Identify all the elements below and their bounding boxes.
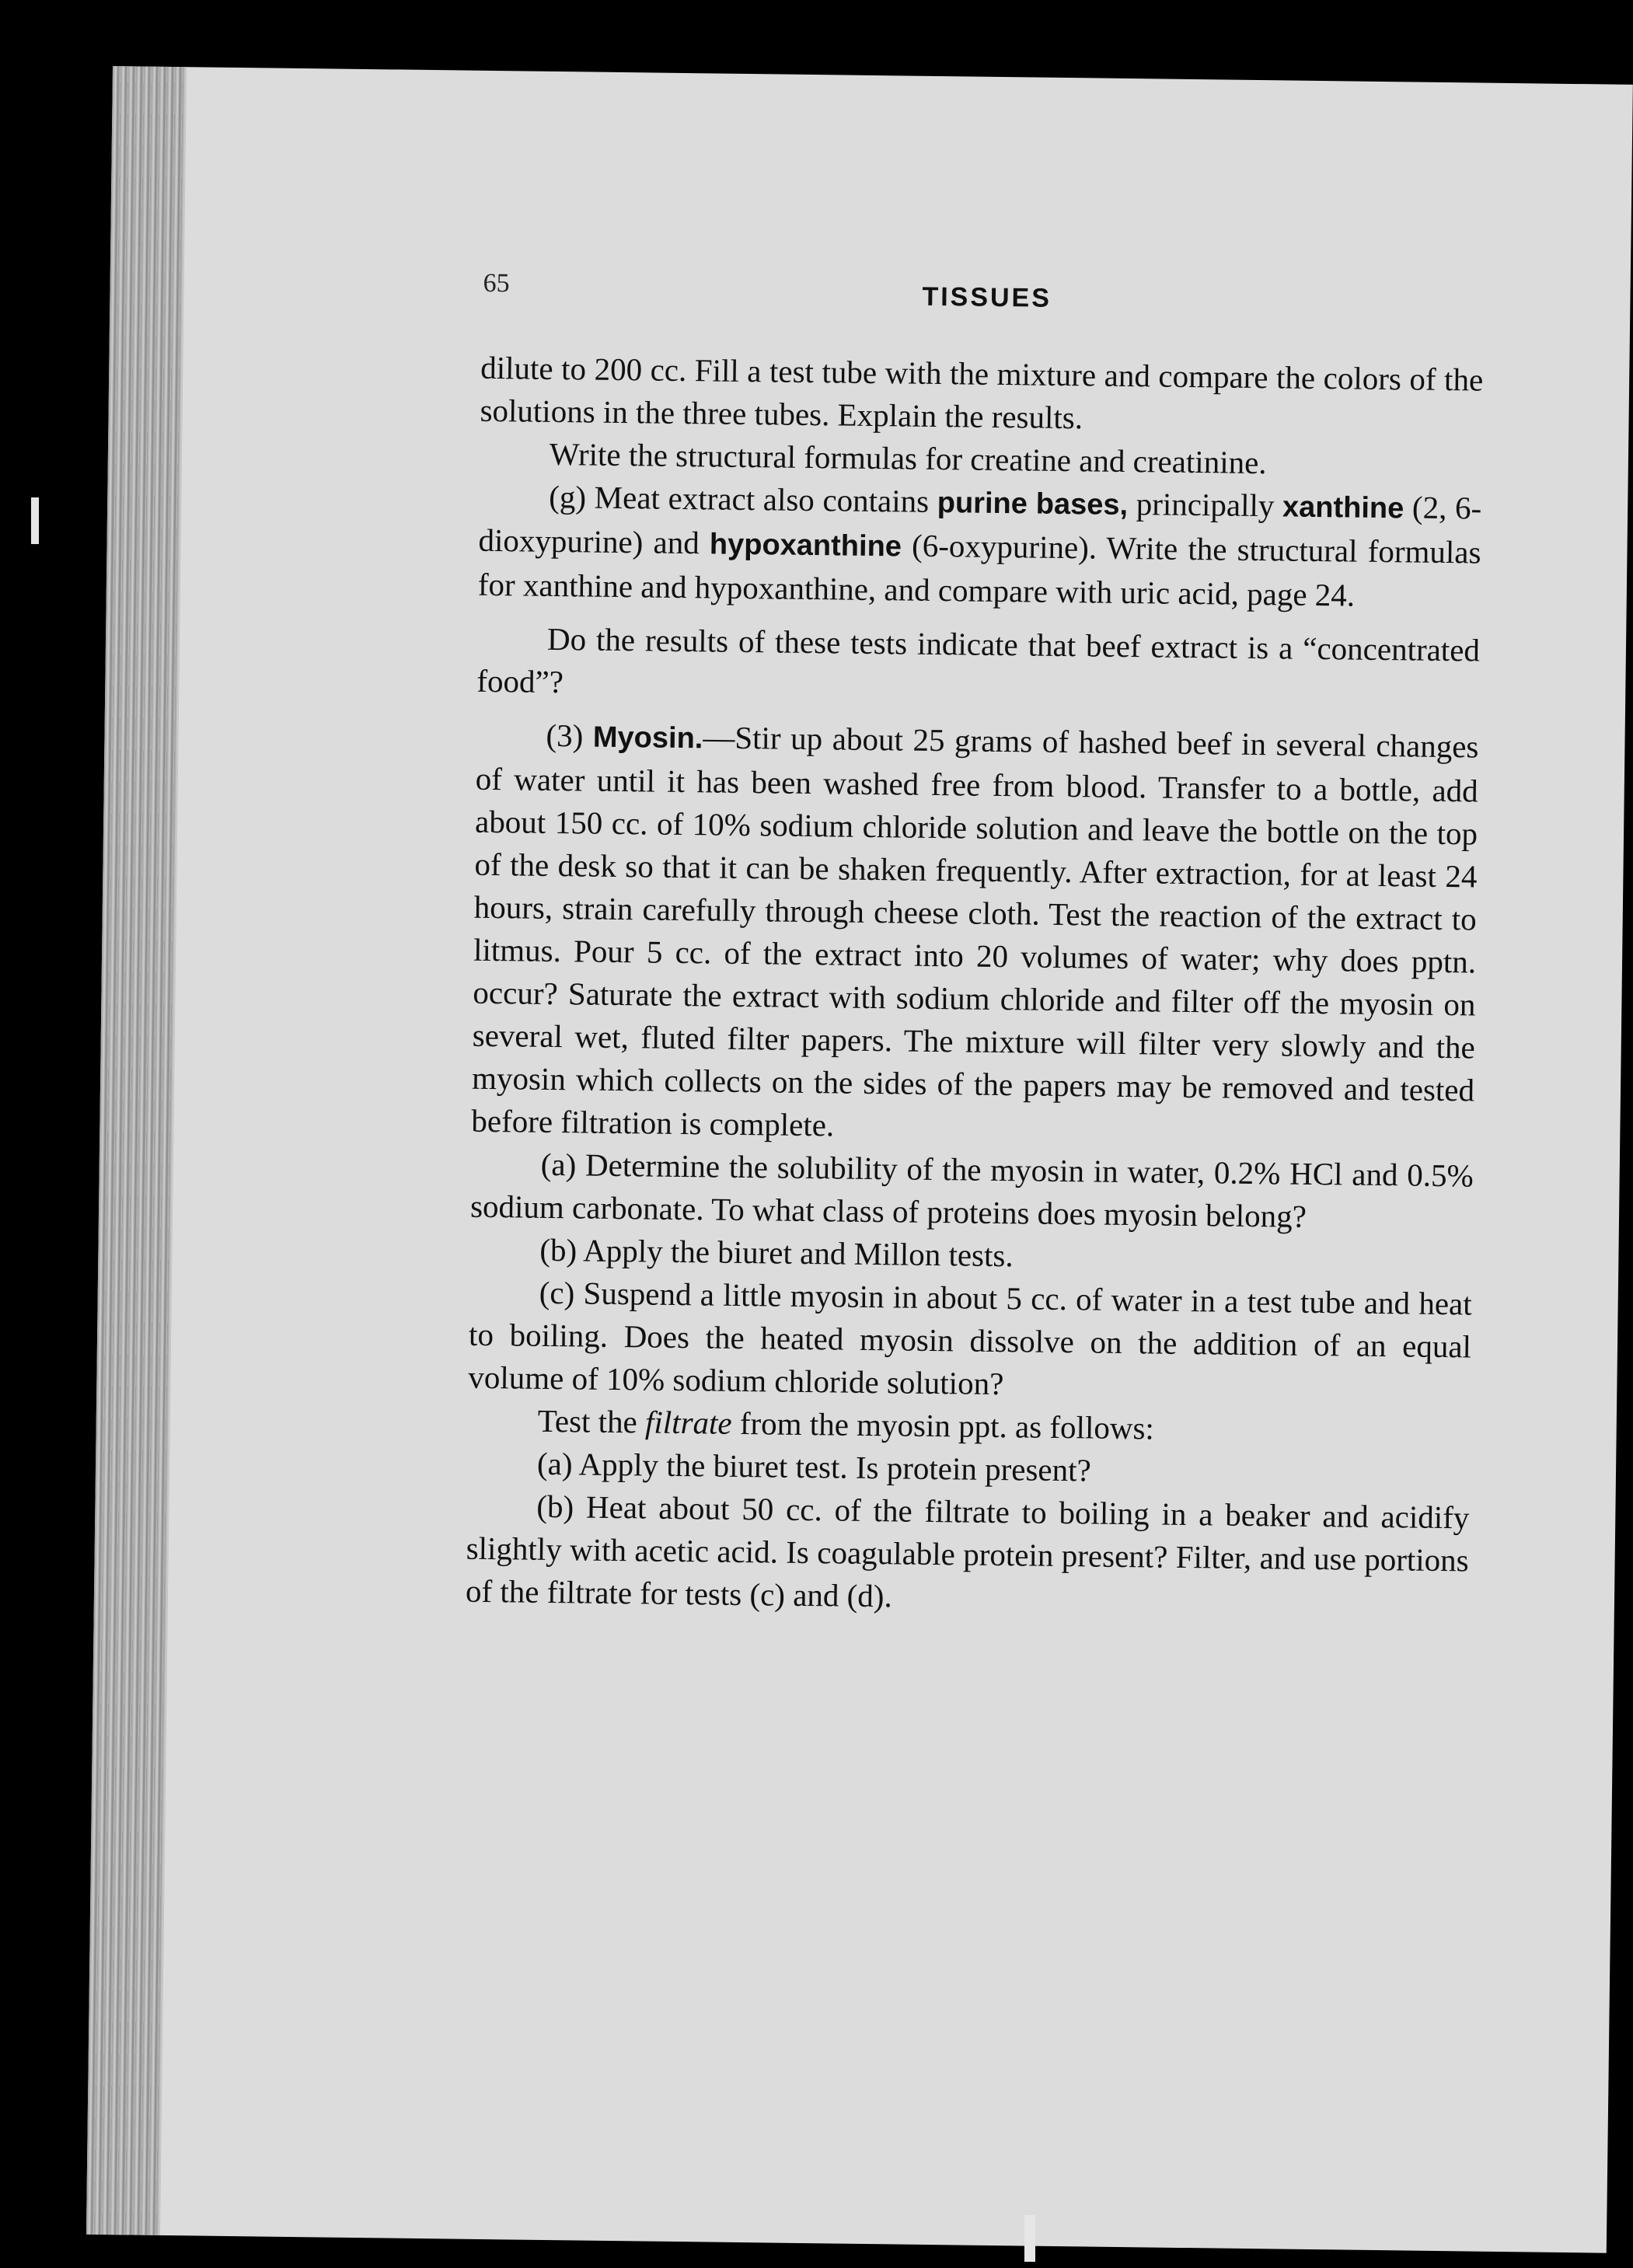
- body-text: [466, 347, 1484, 1625]
- text-run: from the myosin ppt. as follows:: [731, 1404, 1155, 1446]
- page-header: [483, 269, 1475, 328]
- text-run: (3): [546, 717, 594, 754]
- paragraph-biuret: (a) Apply the biuret test. Is protein present?: [536, 1445, 1092, 1488]
- scan-mark: [31, 497, 39, 544]
- page-edge-stack: [86, 66, 187, 2235]
- text-run: principally: [1127, 486, 1283, 524]
- book-page: [86, 66, 1633, 2253]
- heading-myosin: Myosin.: [592, 721, 703, 755]
- text-run: Test the: [537, 1402, 646, 1440]
- text-run: (g) Meat extract also contains: [548, 478, 938, 519]
- paragraph-solubility: (a) Determine the solubility of the myosin in water, 0.2% HCl and 0.5% sodium carbonate. To what class of proteins does myosin belong?: [469, 1146, 1474, 1234]
- term-xanthine: xanthine: [1282, 490, 1404, 525]
- paragraph-suspend: (c) Suspend a little myosin in about 5 cc. of water in a test tube and heat to boiling. Does the heated myosin dissolve on the addition of an equal volume of 10% sodium chloride solution?: [468, 1274, 1472, 1402]
- page-number: 65: [483, 268, 510, 298]
- paragraph-creatine: Write the structural formulas for creatine and creatinine.: [549, 435, 1267, 481]
- paragraph-question: Do the results of these tests indicate that beef extract is a “concentrated food”?: [476, 620, 1481, 700]
- paragraph-heat: (b) Heat about 50 cc. of the filtrate to boiling in a beaker and acidify slightly with acetic acid. Is coagulable protein present? Filter, and use portions of the filtrate for tests (c) and (d).: [465, 1488, 1470, 1614]
- term-filtrate: filtrate: [644, 1404, 732, 1441]
- term-hypoxanthine: hypoxanthine: [709, 528, 902, 564]
- text-run: —Stir up about 25 grams of hashed beef in several changes of water until it has been washed free from blood. Transfer to a bottle, add about 150 cc. of 10% sodium chloride solution and leave the bottle on the top of the desk so that it can be shaken frequently. After extraction, for at least 24 hours, strain carefully through cheese cloth. Test the reaction of the extract to litmus. Pour 5 cc. of the extract into 20 volumes of water; why does pptn. occur? Saturate the extract with sodium chloride and filter off the myosin on several wet, fluted filter papers. The mixture will filter very slowly and the myosin which collects on the sides of the papers may be removed and tested before filtration is complete.: [471, 719, 1479, 1143]
- term-purine-bases: purine bases,: [937, 487, 1129, 522]
- scan-mark: [1024, 2215, 1035, 2262]
- text-run: (2, 6-dioxypurine) and: [478, 489, 1482, 561]
- running-head: TISSUES: [922, 281, 1052, 313]
- paragraph-myosin: [471, 714, 1479, 1155]
- paragraph-dilute: dilute to 200 cc. Fill a test tube with the mixture and compare the colors of the solutions in the three tubes. Explain the results.: [480, 349, 1484, 436]
- text-run: (6-oxypurine). Write the structural formulas for xanthine and hypoxanthine, and compare with uric acid, page 24.: [477, 527, 1481, 613]
- paragraph-purine-bases: [478, 475, 1482, 619]
- paragraph-biuret-millon: (b) Apply the biuret and Millon tests.: [539, 1231, 1014, 1274]
